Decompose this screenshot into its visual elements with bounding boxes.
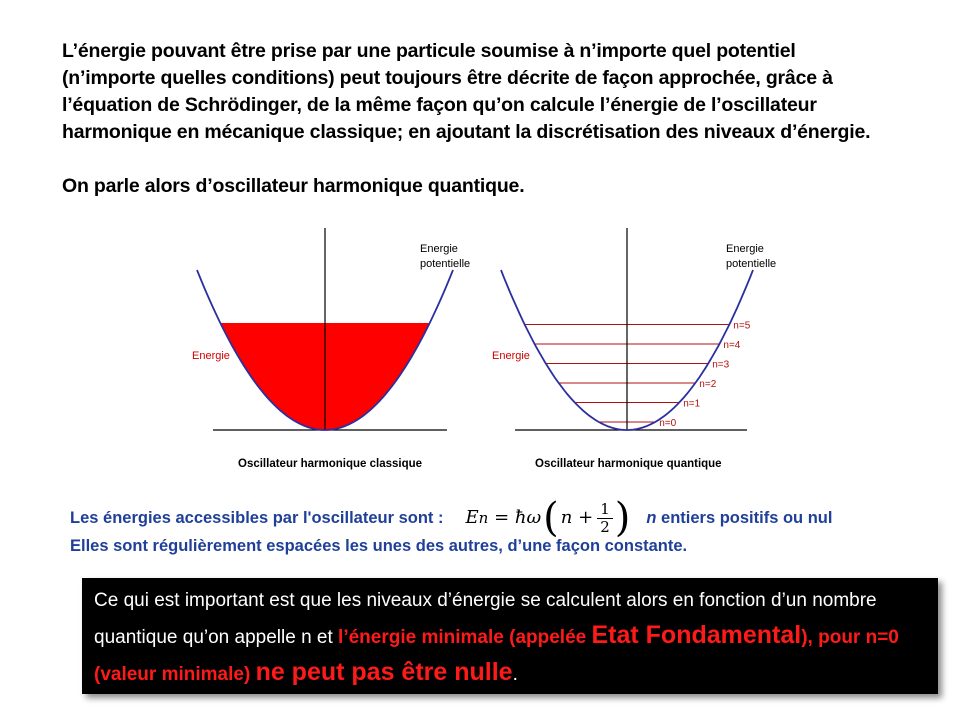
formula-fraction bbox=[597, 501, 613, 536]
quantum-axis-label-line2: potentielle bbox=[726, 258, 777, 270]
quantum-levels bbox=[525, 321, 751, 430]
callout-minimal-energy: l’énergie minimale (appelée bbox=[338, 627, 592, 648]
intro-line-2: (n’importe quelles conditions) peut toujours être décrite de façon approchée, grâce à bbox=[62, 67, 833, 89]
energy-level-label: n=4 bbox=[723, 340, 741, 351]
formula-n-plus: n + bbox=[560, 507, 594, 528]
classical-diagram bbox=[192, 228, 470, 470]
callout-period: . bbox=[512, 664, 518, 685]
callout-n-zero: ), pour n=0 (valeur minimale) bbox=[94, 627, 899, 685]
formula-equals: = bbox=[494, 507, 510, 528]
energy-level-label: n=1 bbox=[683, 398, 701, 410]
callout-ground-state: Etat Fondamental bbox=[591, 621, 802, 649]
key-point-box bbox=[82, 578, 938, 694]
energy-level-label: n=0 bbox=[659, 418, 677, 429]
formula-e: E bbox=[465, 507, 479, 528]
oscillator-diagrams bbox=[0, 220, 960, 480]
energy-levels-text bbox=[70, 495, 950, 560]
energy-formula-n: n bbox=[646, 509, 657, 527]
energy-level-label: n=5 bbox=[733, 320, 751, 332]
quantum-diagram bbox=[492, 228, 776, 470]
formula-denominator: 2 bbox=[600, 517, 610, 536]
formula-hbar-omega: ħω bbox=[514, 507, 542, 528]
classical-caption: Oscillateur harmonique classique bbox=[238, 458, 423, 470]
intro-line-4: harmonique en mécanique classique; en ajoutant la discrétisation des niveaux d’énergie. bbox=[62, 121, 871, 143]
energy-formula-line bbox=[70, 495, 950, 541]
intro-line-5: On parle alors d’oscillateur harmonique quantique. bbox=[62, 175, 525, 197]
energy-level-label: n=3 bbox=[712, 359, 730, 371]
callout-not-zero: ne peut pas être nulle bbox=[255, 658, 513, 686]
energy-formula-suffix: entiers positifs ou nul bbox=[656, 509, 833, 527]
intro-line-3: l’équation de Schrödinger, de la même façon qu’on calcule l’énergie de l’oscillateur bbox=[62, 94, 817, 116]
formula-numerator: 1 bbox=[597, 501, 613, 519]
intro-line-1: L’énergie pouvant être prise par une particule soumise à n’importe quel potentiel bbox=[62, 40, 796, 62]
energy-level-label: n=2 bbox=[699, 379, 717, 390]
classical-axis-label-line2: potentielle bbox=[420, 258, 471, 270]
classical-axis-label-line1: Energie bbox=[420, 243, 458, 255]
quantum-caption: Oscillateur harmonique quantique bbox=[535, 458, 722, 470]
quantum-energy-label: Energie bbox=[492, 350, 530, 362]
energy-formula-prefix: Les énergies accessibles par l'oscillateur sont : bbox=[70, 509, 444, 527]
classical-energy-label: Energie bbox=[192, 350, 230, 362]
intro-text bbox=[62, 38, 942, 200]
quantum-axis-label-line1: Energie bbox=[726, 243, 764, 255]
callout-text-1: Ce qui est important est que les niveaux d’énergie se calculent alors en fonction d’un nombre quantique qu’on appelle n et bbox=[94, 590, 877, 648]
energy-formula: E n = ħω ( n + $\frac{1}{2}$ ) bbox=[465, 495, 631, 541]
formula-e-sub: n bbox=[478, 509, 489, 527]
energy-spacing-line: Elles sont régulièrement espacées les unes des autres, d’une façon constante. bbox=[70, 537, 688, 555]
